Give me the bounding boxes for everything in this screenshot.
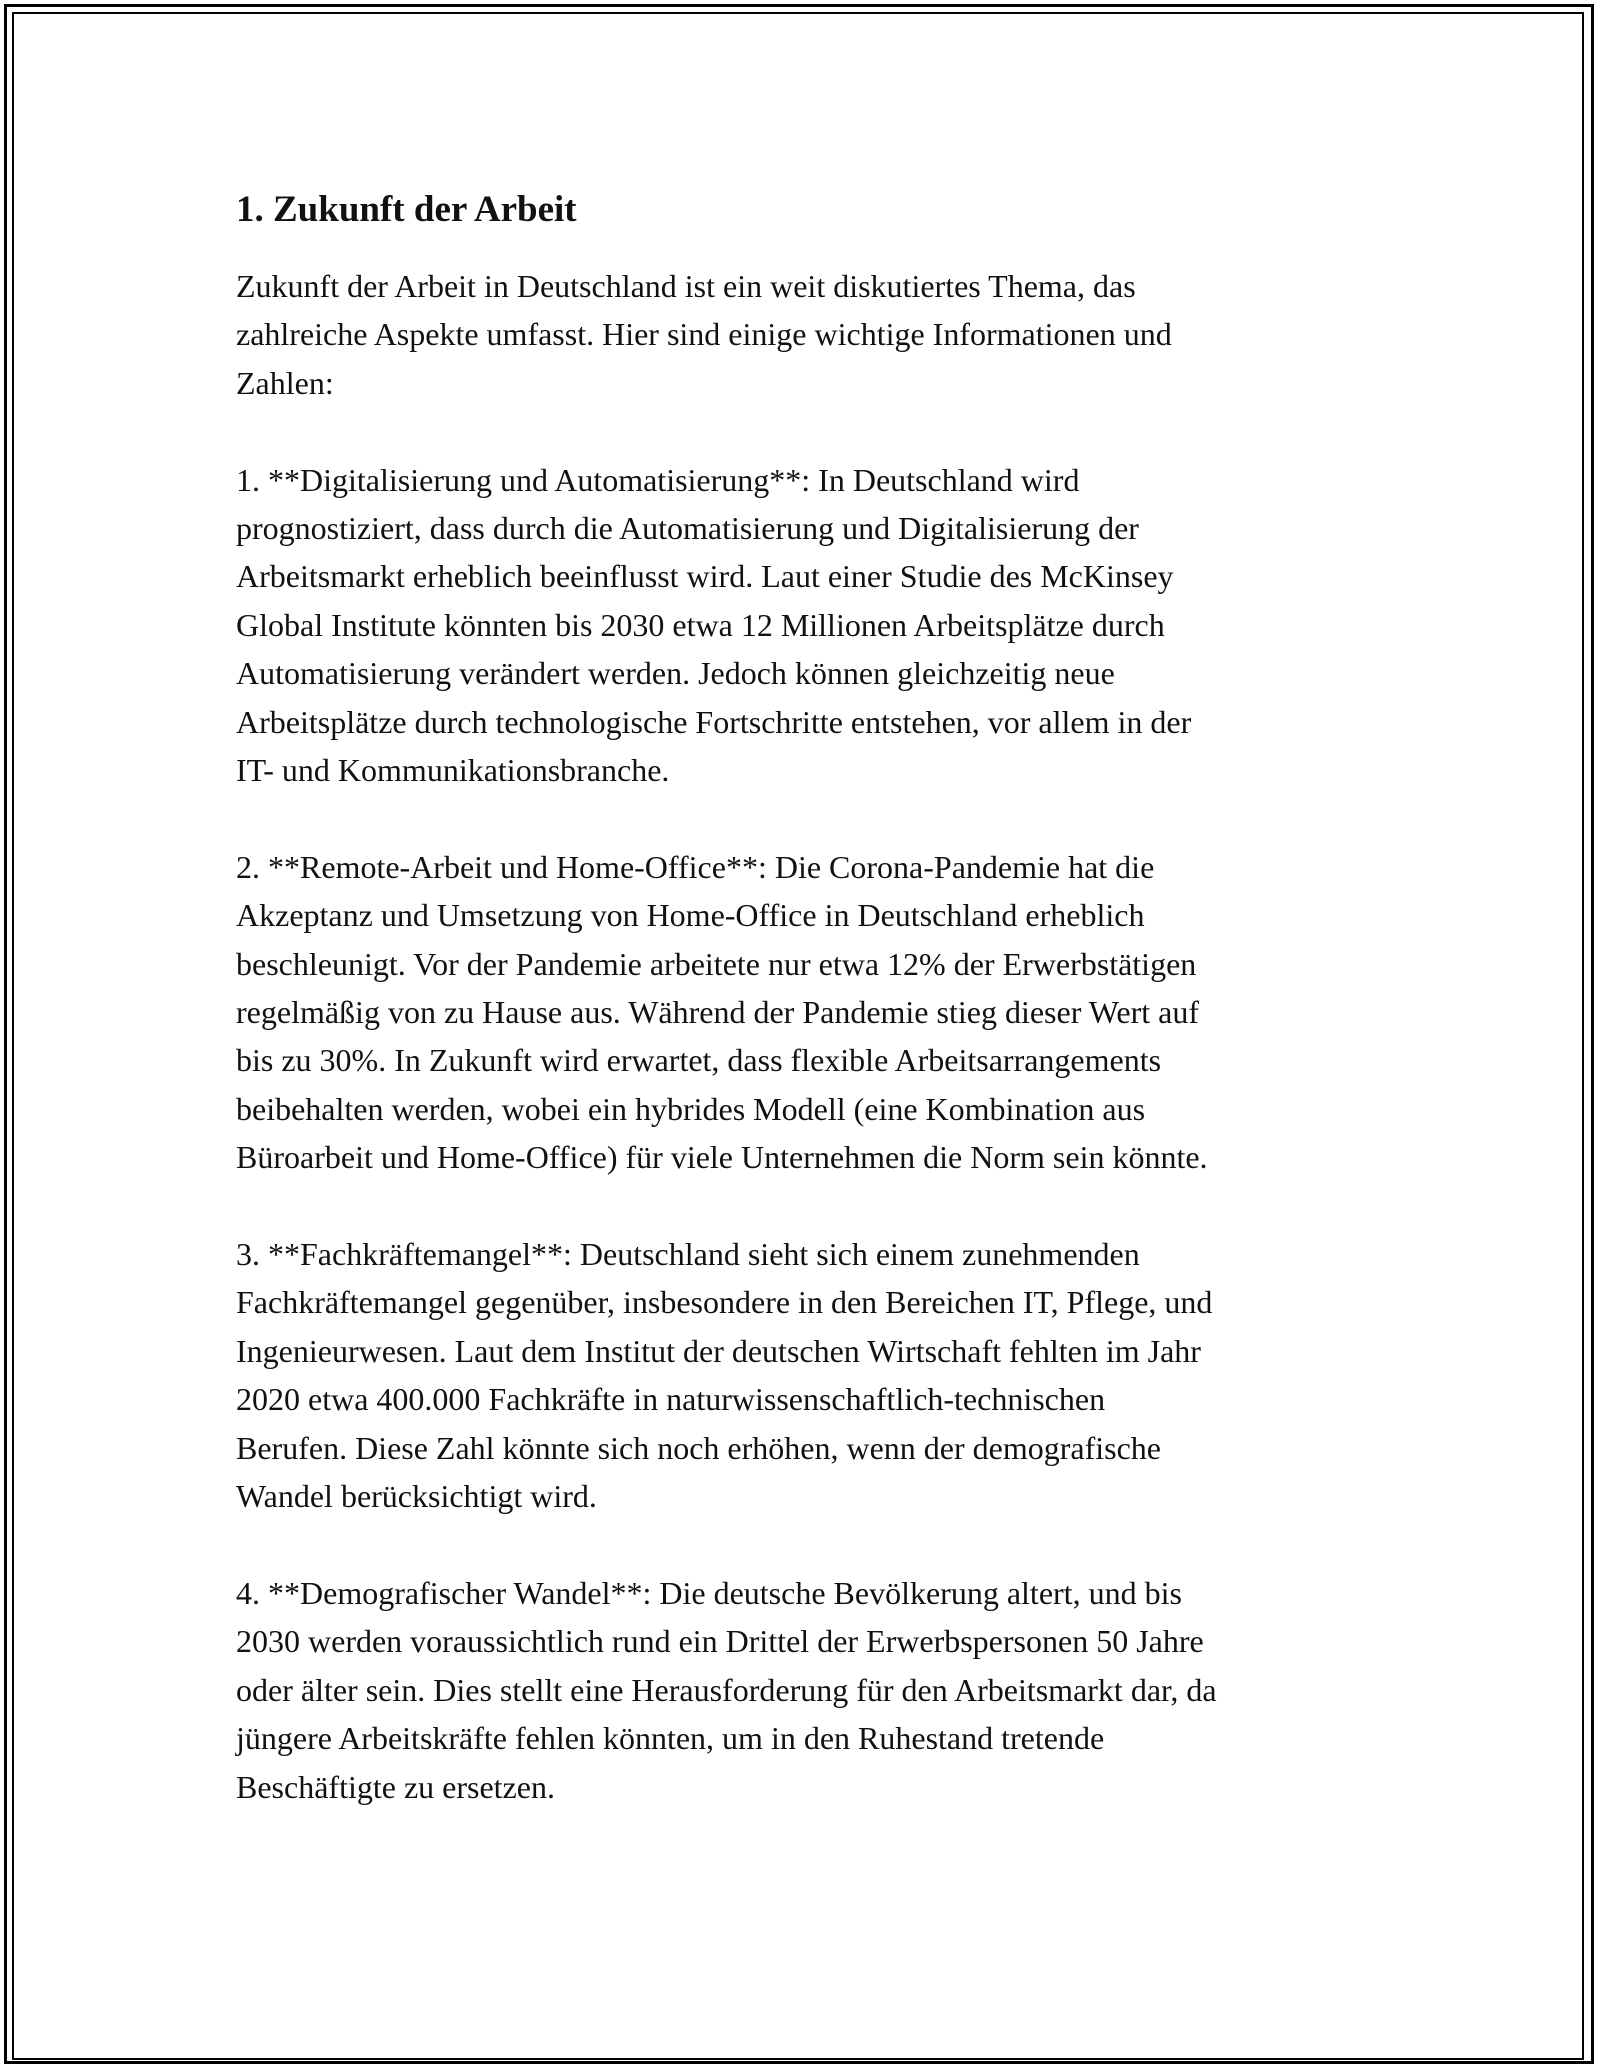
list-item-digitalisierung: 1. **Digitalisierung und Automatisierung**: In Deutschland wird prognostiziert, dass durch die Automatisierung und Digitalisierung der Arbeitsmarkt erheblich beeinflusst wird. Laut einer Studie des McKinsey Global Institute könnten bis 2030 etwa 12 Millionen Arbeitsplätze durch Automatisierung verändert werden. Jedoch können gleichzeitig neue Arbeitsplätze durch technologische Fortschritte entstehen, vor allem in der IT- und Kommunikationsbranche. (236, 461, 1192, 789)
page-title: 1. Zukunft der Arbeit (236, 189, 577, 230)
document-body (236, 186, 1376, 1811)
intro-paragraph: Zukunft der Arbeit in Deutschland ist ein weit diskutiertes Thema, das zahlreiche Aspekte umfasst. Hier sind einige wichtige Informationen und Zahlen: (236, 268, 1172, 401)
list-item-demografischer-wandel: 4. **Demografischer Wandel**: Die deutsche Bevölkerung altert, und bis 2030 werden voraussichtlich rund ein Drittel der Erwerbspersonen 50 Jahre oder älter sein. Dies stellt eine Herausforderung für den Arbeitsmarkt dar, da jüngere Arbeitskräfte fehlen könnten, um in den Ruhestand tretende Beschäftigte zu ersetzen. (236, 1574, 1217, 1805)
list-item-remote-arbeit: 2. **Remote-Arbeit und Home-Office**: Die Corona-Pandemie hat die Akzeptanz und Umsetzung von Home-Office in Deutschland erheblich beschleunigt. Vor der Pandemie arbeitete nur etwa 12% der Erwerbstätigen regelmäßig von zu Hause aus. Während der Pandemie stieg dieser Wert auf bis zu 30%. In Zukunft wird erwartet, dass flexible Arbeitsarrangements beibehalten werden, wobei ein hybrides Modell (eine Kombination aus Büroarbeit und Home-Office) für viele Unternehmen die Norm sein könnte. (236, 848, 1208, 1176)
list-item-fachkraeftemangel: 3. **Fachkräftemangel**: Deutschland sieht sich einem zunehmenden Fachkräftemangel gegenüber, insbesondere in den Bereichen IT, Pflege, und Ingenieurwesen. Laut dem Institut der deutschen Wirtschaft fehlten im Jahr 2020 etwa 400.000 Fachkräfte in naturwissenschaftlich-technischen Berufen. Diese Zahl könnte sich noch erhöhen, wenn der demografische Wandel berücksichtigt wird. (236, 1236, 1213, 1515)
